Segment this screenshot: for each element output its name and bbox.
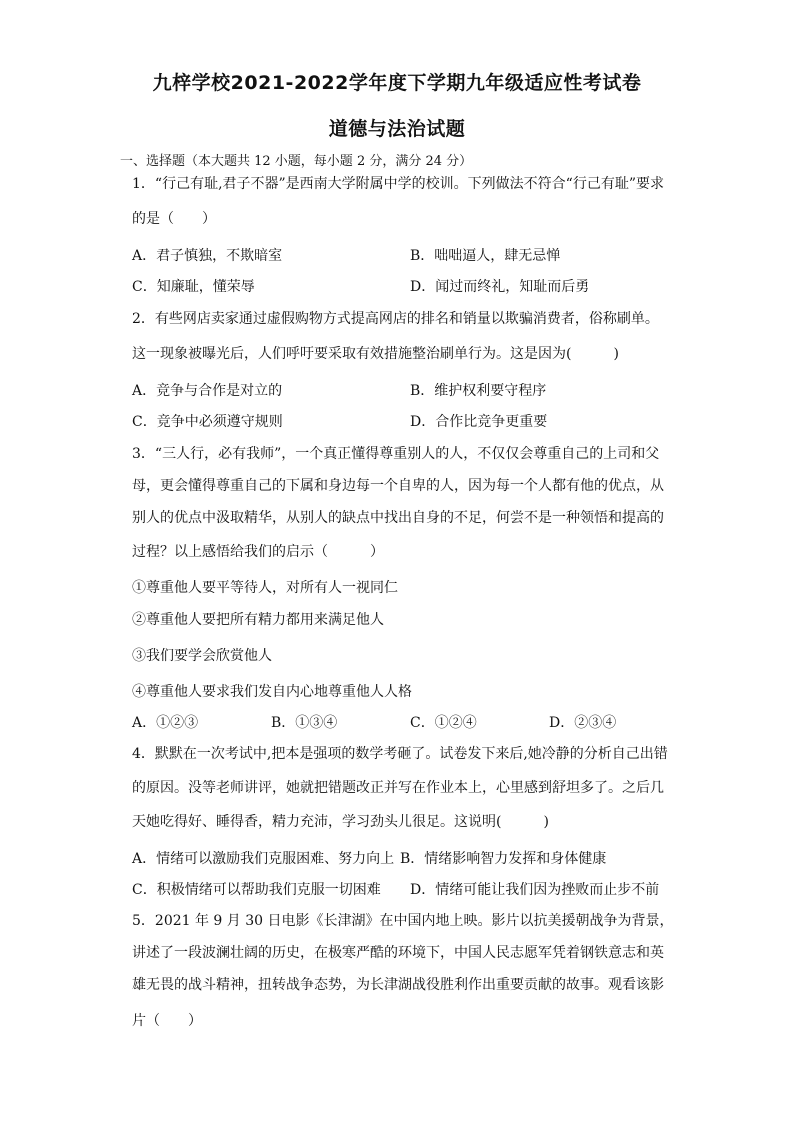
q3-text-line: 母，更会懂得尊重自己的下属和身边每一个自卑的人，因为每一个人都有他的优点，从 [132,478,664,494]
q4-text-line: 的原因。没等老师讲评，她就把错题改正并写在作业本上，心里感到舒坦多了。之后几 [132,780,664,796]
q5-text-line: 5．2021 年 9 月 30 日电影《长津湖》在中国内地上映。影片以抗美援朝战争为背景， [132,913,674,929]
q3-statement-1: ①尊重他人要平等待人，对所有人一视同仁 [132,580,398,596]
q2-option-d: D．合作比竞争更重要 [410,414,548,430]
q1-option-d: D．闻过而终礼，知耻而后勇 [410,279,590,295]
subject-title: 道德与法治试题 [328,118,466,140]
q5-text-line: 片（ ） [132,1013,202,1029]
q4-option-b: B．情绪影响智力发挥和身体健康 [400,851,607,867]
q4-option-d: D．情绪可能让我们因为挫败而止步不前 [410,882,660,898]
q1-option-b: B．咄咄逼人，肆无忌惮 [410,248,561,264]
q5-text-line: 雄无畏的战斗精神，扭转战争态势，为长津湖战役胜利作出重要贡献的故事。观看该影 [132,977,664,993]
q3-statement-3: ③我们要学会欣赏他人 [132,648,272,664]
q5-text-line: 讲述了一段波澜壮阔的历史，在极寒严酷的环境下，中国人民志愿军凭着钢铁意志和英 [132,945,664,961]
q3-statement-4: ④尊重他人要求我们发自内心地尊重他人人格 [132,684,412,700]
q3-option-b: B．①③④ [271,715,338,731]
q3-option-a: A．①②③ [132,715,199,731]
q4-option-c: C．积极情绪可以帮助我们克服一切困难 [132,882,381,898]
q3-text-line: 过程？以上感悟给我们的启示（ ） [132,544,384,560]
q2-option-a: A．竞争与合作是对立的 [132,383,283,399]
q3-option-d: D．②③④ [549,715,617,731]
q2-option-c: C．竞争中必须遵守规则 [132,414,283,430]
q3-text-line: 别人的优点中汲取精华，从别人的缺点中找出自身的不足，何尝不是一种领悟和提高的 [132,510,664,526]
q1-text-line: 1．“行己有耻,君子不器”是西南大学附属中学的校训。下列做法不符合“行己有耻”要求 [132,176,664,192]
section-heading: 一、选择题（本大题共 12 小题，每小题 2 分，满分 24 分） [120,154,473,169]
q3-option-c: C．①②④ [410,715,477,731]
q1-option-c: C．知廉耻，懂荣辱 [132,279,255,295]
q1-text-line: 的是（ ） [132,211,216,227]
q4-text-line: 4．默默在一次考试中,把本是强项的数学考砸了。试卷发下来后,她冷静的分析自己出错 [132,746,668,762]
q2-option-b: B．维护权利要守程序 [410,383,547,399]
q4-text-line: 天她吃得好、睡得香，精力充沛，学习劲头儿很足。这说明( ) [132,814,549,830]
q4-option-a: A．情绪可以激励我们克服困难、努力向上 [132,851,395,867]
q2-text-line: 2．有些网店卖家通过虚假购物方式提高网店的排名和销量以欺骗消费者，俗称刷单。 [132,311,659,327]
q1-option-a: A．君子慎独，不欺暗室 [132,248,283,264]
q2-text-line: 这一现象被曝光后，人们呼吁要采取有效措施整治刷单行为。这是因为( ) [132,346,619,362]
q3-text-line: 3．“三人行，必有我师”，一个真正懂得尊重别人的人，不仅仅会尊重自己的上司和父 [132,446,660,462]
q3-statement-2: ②尊重他人要把所有精力都用来满足他人 [132,612,384,628]
exam-title: 九梓学校2021-2022学年度下学期九年级适应性考试卷 [152,72,642,94]
